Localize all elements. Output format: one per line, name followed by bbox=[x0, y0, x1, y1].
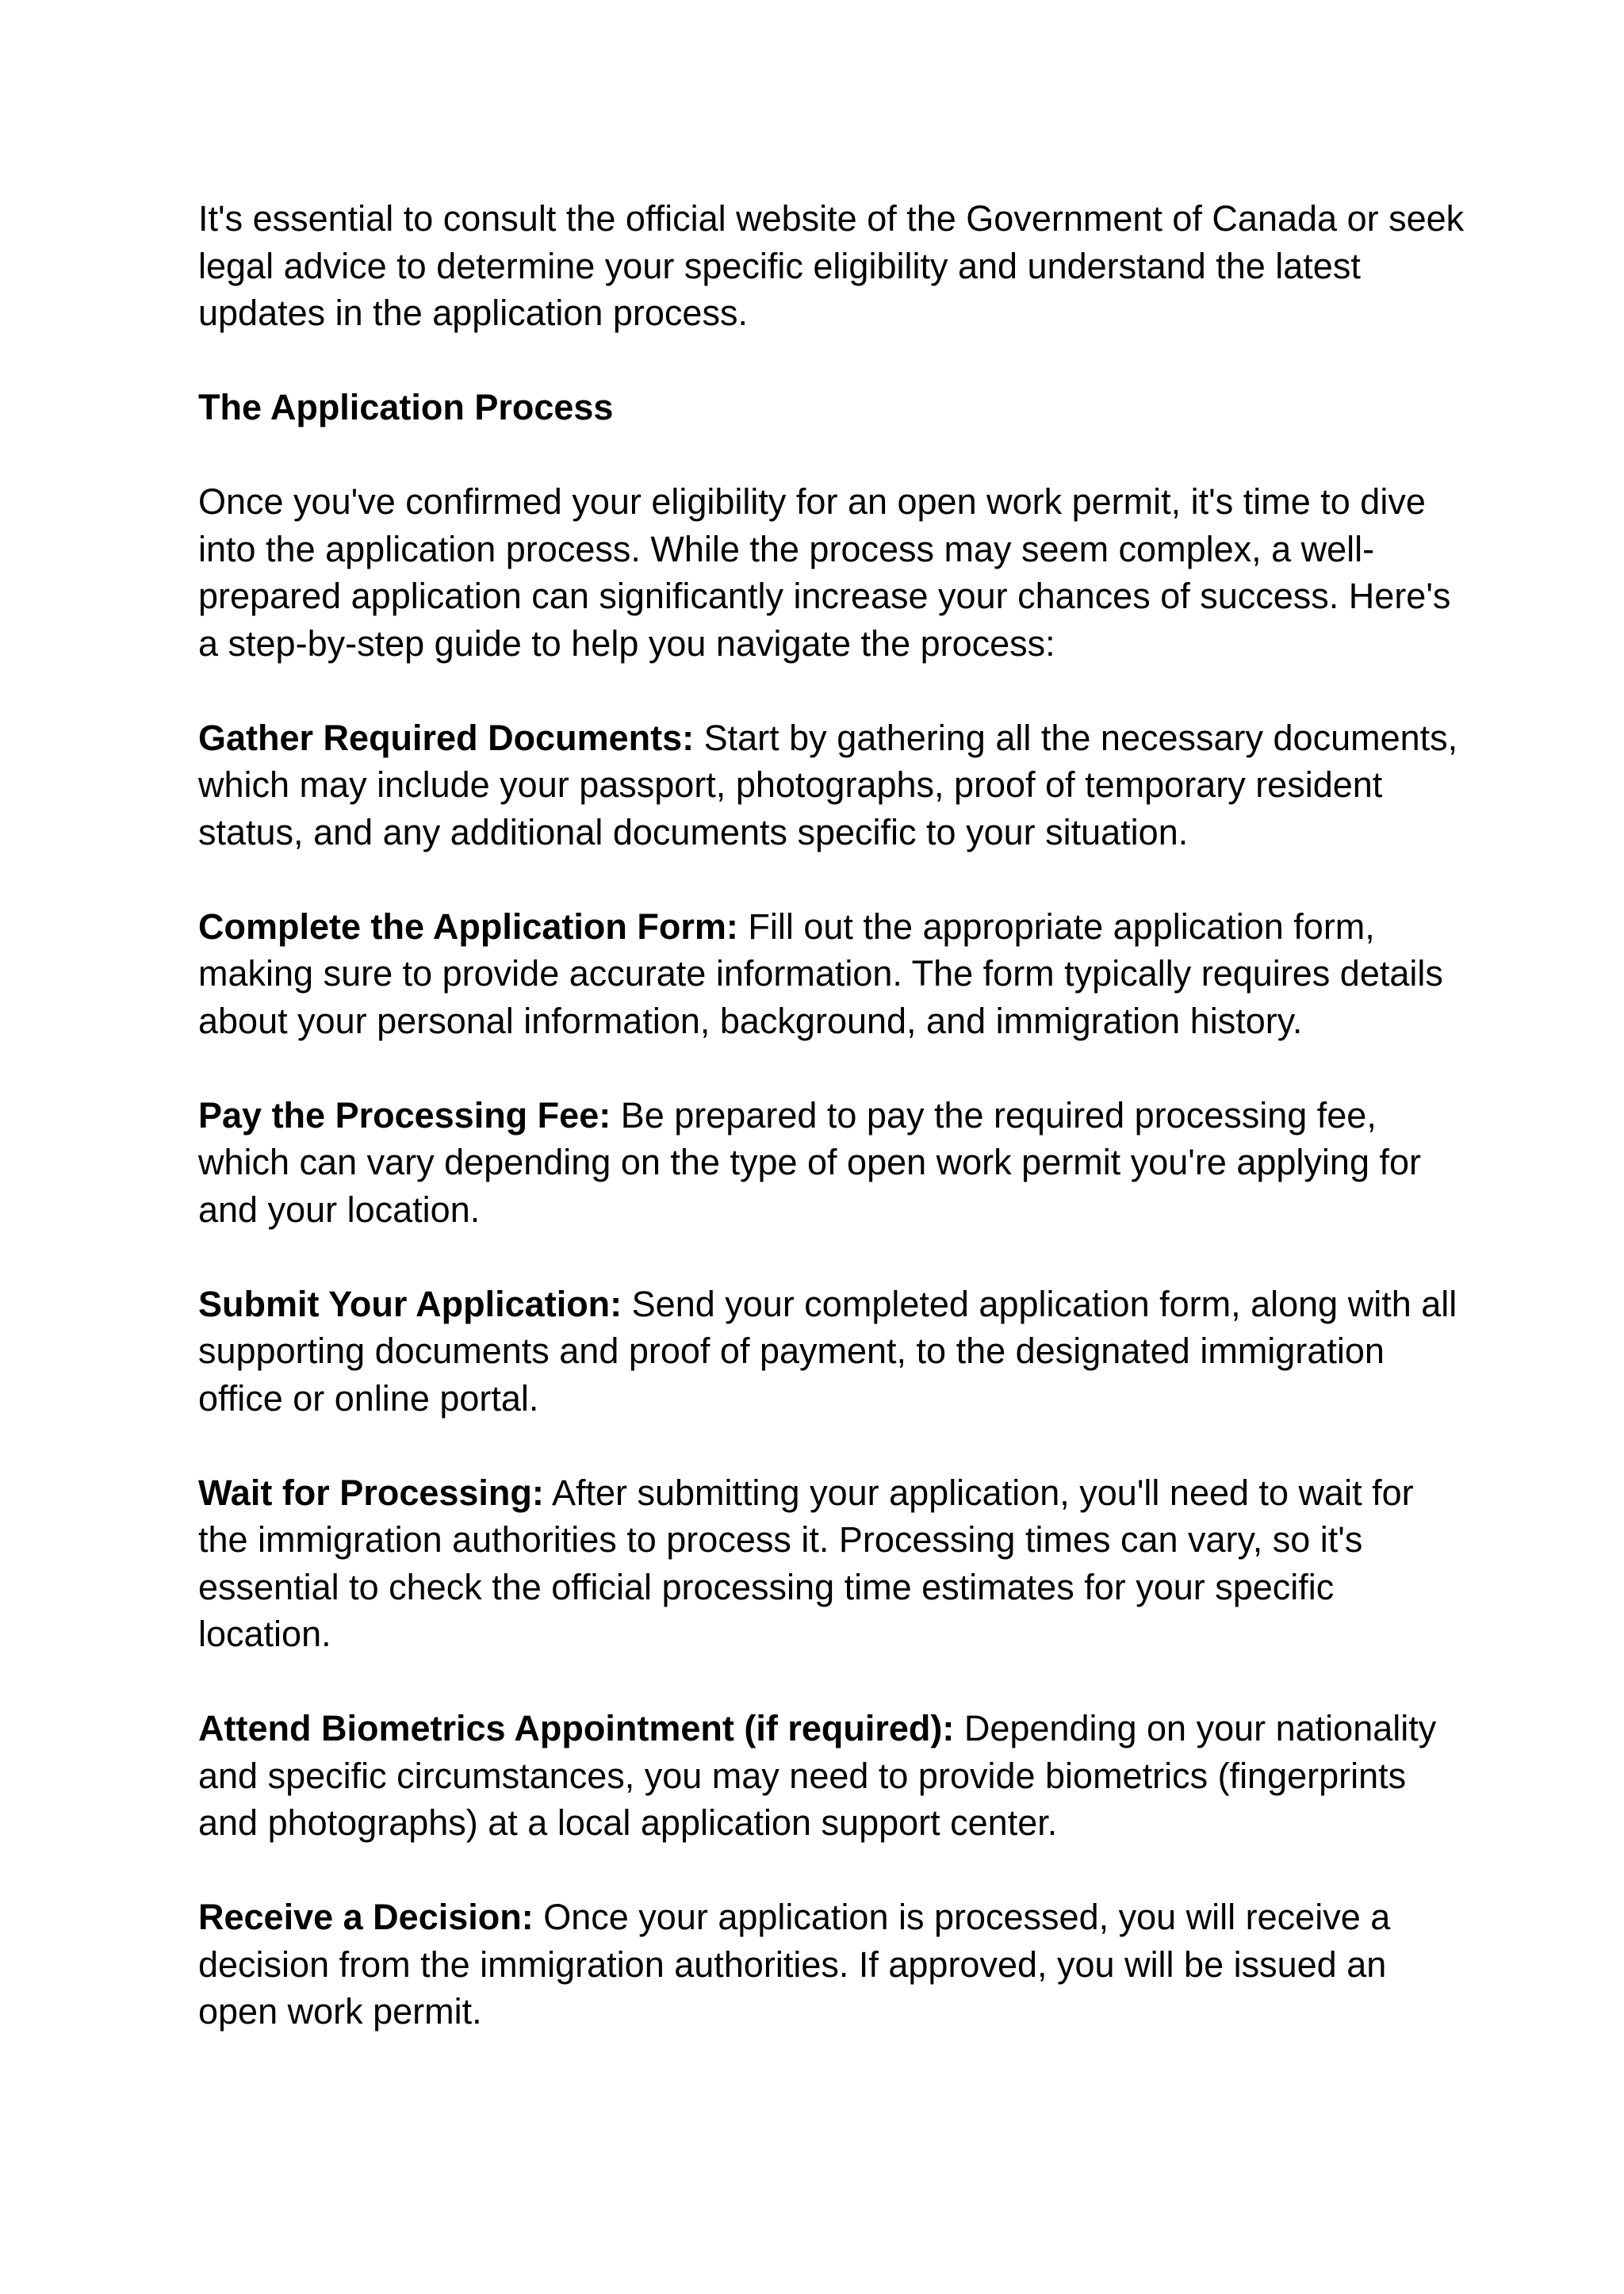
step-receive-decision bbox=[198, 1894, 1467, 2035]
step-text: Depending on your nationality and specific circumstances, you may need to provide biometrics (fingerprints and photographs) at a local application support center. bbox=[198, 1708, 1437, 1843]
step-title: Receive a Decision: bbox=[198, 1897, 534, 1937]
intro-paragraph: It's essential to consult the official website of the Government of Canada or seek legal advice to determine your specific eligibility and understand the latest updates in the application process. bbox=[198, 198, 1465, 333]
section-heading: The Application Process bbox=[198, 387, 614, 427]
step-title: Attend Biometrics Appointment (if required): bbox=[198, 1708, 955, 1748]
step-text: Once your application is processed, you will receive a decision from the immigration authorities. If approved, you will be issued an open work permit. bbox=[198, 1897, 1391, 2032]
step-gather-documents bbox=[198, 714, 1467, 856]
overview-paragraph: Once you've confirmed your eligibility for an open work permit, it's time to dive into the application process. While the process may seem complex, a well-prepared application can significantly increase your chances of success. Here's a step-by-step guide to help you navigate the process: bbox=[198, 481, 1451, 664]
document-page bbox=[198, 195, 1467, 2082]
step-text: Be prepared to pay the required processing fee, which can vary depending on the type of open work permit you're applying for and your location. bbox=[198, 1094, 1421, 1230]
step-wait-processing bbox=[198, 1469, 1467, 1658]
step-complete-form bbox=[198, 903, 1467, 1045]
step-text: Fill out the appropriate application form, making sure to provide accurate information. The form typically requires details about your personal information, background, and immigration history. bbox=[198, 906, 1443, 1041]
step-text: After submitting your application, you'll need to wait for the immigration authorities to process it. Processing times can vary, so it's essential to check the official processing time estimates for your specific location. bbox=[198, 1472, 1414, 1654]
step-title: Pay the Processing Fee: bbox=[198, 1094, 611, 1136]
step-submit-application bbox=[198, 1281, 1467, 1423]
step-text: Start by gathering all the necessary documents, which may include your passport, photographs, proof of temporary resident status, and any additional documents specific to your situation. bbox=[198, 717, 1458, 852]
step-title: Submit Your Application: bbox=[198, 1283, 622, 1324]
step-pay-fee bbox=[198, 1092, 1467, 1234]
step-title: Gather Required Documents: bbox=[198, 717, 695, 758]
step-text: Send your completed application form, along with all supporting documents and proof of payment, to the designated immigration office or online portal. bbox=[198, 1283, 1457, 1419]
step-title: Complete the Application Form: bbox=[198, 906, 738, 947]
step-biometrics bbox=[198, 1705, 1467, 1847]
step-title: Wait for Processing: bbox=[198, 1472, 544, 1513]
